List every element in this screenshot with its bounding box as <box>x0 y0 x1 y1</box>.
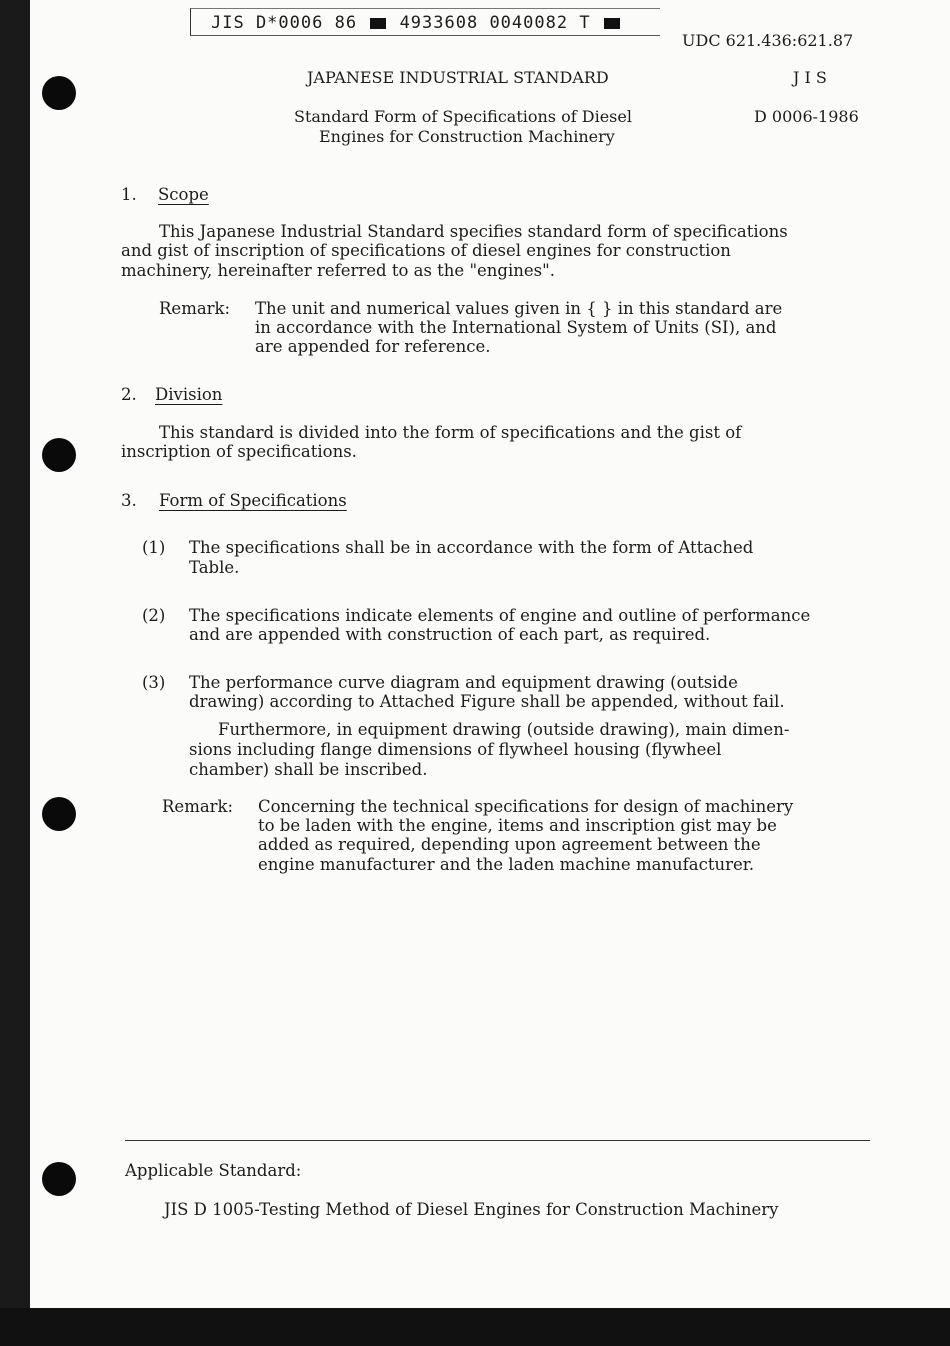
udc-code: UDC 621.436:621.87 <box>682 31 854 50</box>
paragraph-line: This standard is divided into the form of specifications and the gist of <box>159 423 742 442</box>
paragraph-line: machinery, hereinafter referred to as the "engines". <box>121 261 555 280</box>
jis-label: J I S <box>793 68 827 87</box>
applicable-standard-label: Applicable Standard: <box>125 1161 302 1180</box>
list-item-number: (3) <box>142 673 166 692</box>
remark-label: Remark: <box>162 797 234 816</box>
scan-border <box>0 1308 950 1346</box>
standard-label: JAPANESE INDUSTRIAL STANDARD <box>307 68 609 87</box>
redaction-block <box>370 18 386 29</box>
remark-line: in accordance with the International System of Units (SI), and <box>255 318 777 337</box>
stamp-number: 4933608 0040082 T <box>399 13 591 33</box>
list-item-line: chamber) shall be inscribed. <box>189 760 428 779</box>
list-item-line: sions including flange dimensions of flywheel housing (flywheel <box>189 740 722 759</box>
list-item-line: The specifications shall be in accordance with the form of Attached <box>189 538 754 557</box>
punch-hole <box>42 797 76 831</box>
list-item-line: Furthermore, in equipment drawing (outside drawing), main dimen- <box>218 720 790 739</box>
paragraph-line: inscription of specifications. <box>121 442 357 461</box>
stamp-prefix: JIS D*0006 86 <box>211 13 358 33</box>
paragraph-line: This Japanese Industrial Standard specifies standard form of specifications <box>159 222 788 241</box>
section-number: 1. <box>121 185 137 204</box>
remark-line: to be laden with the engine, items and inscription gist may be <box>258 816 777 835</box>
footer-divider <box>125 1140 870 1141</box>
redaction-block <box>604 18 620 29</box>
list-item-line: and are appended with construction of each part, as required. <box>189 625 711 644</box>
section-number: 3. <box>121 491 137 510</box>
remark-line: are appended for reference. <box>255 337 491 356</box>
doc-title-line-1: Standard Form of Specifications of Diesel <box>294 107 632 126</box>
section-heading-division: Division <box>155 385 223 404</box>
standard-number: D 0006-1986 <box>754 107 859 126</box>
section-heading-form: Form of Specifications <box>159 491 347 510</box>
punch-hole <box>42 1162 76 1196</box>
section-heading-scope: Scope <box>158 185 209 204</box>
section-number: 2. <box>121 385 137 404</box>
list-item-number: (2) <box>142 606 166 625</box>
remark-line: Concerning the technical specifications for design of machinery <box>258 797 794 816</box>
list-item-line: Table. <box>189 558 240 577</box>
remark-line: engine manufacturer and the laden machine manufacturer. <box>258 855 755 874</box>
doc-title-line-2: Engines for Construction Machinery <box>319 127 615 146</box>
list-item-line: drawing) according to Attached Figure shall be appended, without fail. <box>189 692 785 711</box>
punch-hole <box>42 438 76 472</box>
list-item-number: (1) <box>142 538 166 557</box>
list-item-line: The performance curve diagram and equipment drawing (outside <box>189 673 738 692</box>
list-item-line: The specifications indicate elements of engine and outline of performance <box>189 606 811 625</box>
remark-line: added as required, depending upon agreement between the <box>258 835 761 854</box>
applicable-standard-ref: JIS D 1005-Testing Method of Diesel Engines for Construction Machinery <box>164 1200 779 1219</box>
paragraph-line: and gist of inscription of specifications of diesel engines for construction <box>121 241 731 260</box>
document-page <box>30 0 950 1308</box>
document-id-stamp <box>190 8 660 36</box>
remark-label: Remark: <box>159 299 231 318</box>
punch-hole <box>42 76 76 110</box>
remark-line: The unit and numerical values given in { } in this standard are <box>255 299 783 318</box>
